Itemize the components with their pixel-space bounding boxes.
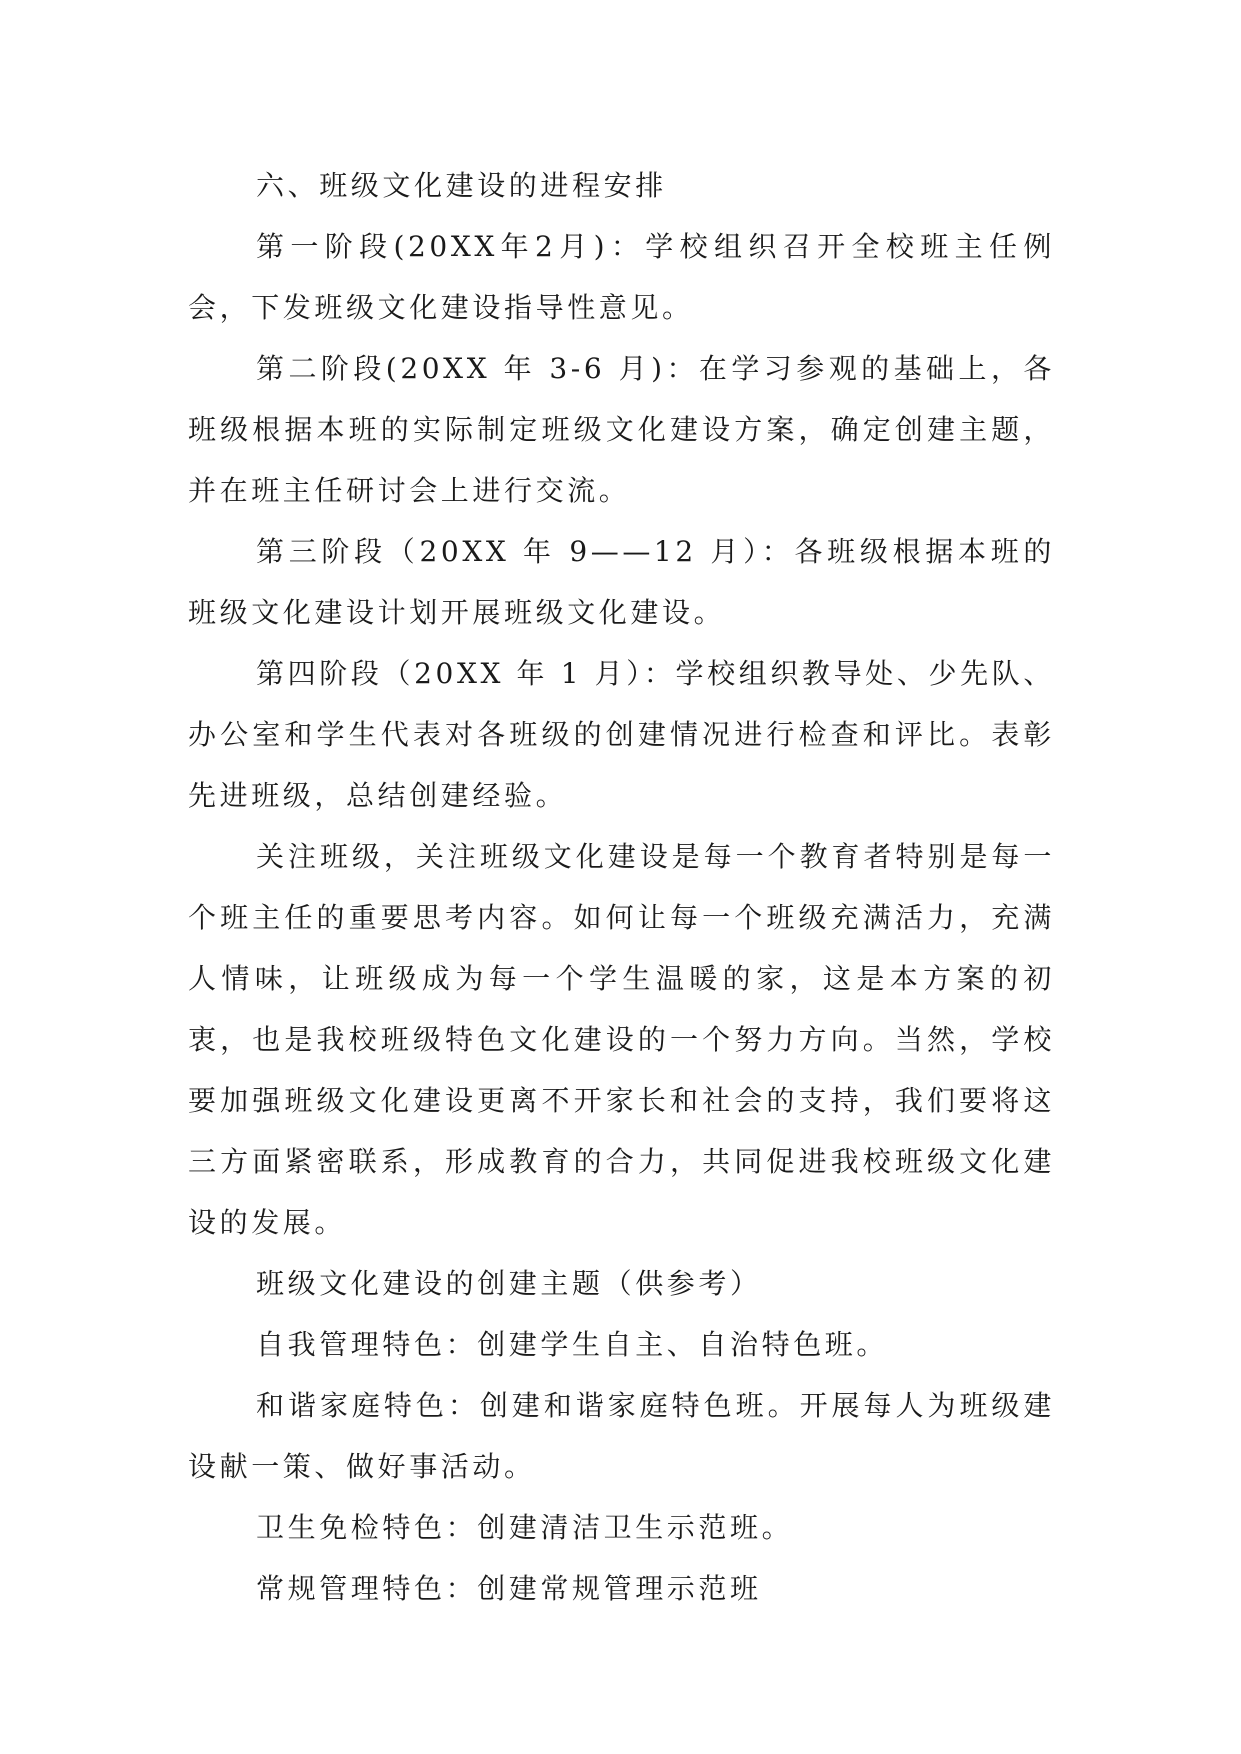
paragraph-stage-1: 第一阶段(20XX年2月)：学校组织召开全校班主任例会，下发班级文化建设指导性意见。 <box>188 230 1055 324</box>
theme-routine-management: 常规管理特色：创建常规管理示范班 <box>256 1572 762 1605</box>
theme-harmonious-family: 和谐家庭特色：创建和谐家庭特色班。开展每人为班级建设献一策、做好事活动。 <box>188 1389 1055 1483</box>
document-body <box>188 155 1055 1619</box>
paragraph-stage-4: 第四阶段（20XX 年 1 月）：学校组织教导处、少先队、办公室和学生代表对各班级的创建情况进行检查和评比。表彰先进班级，总结创建经验。 <box>188 657 1055 812</box>
theme-self-management: 自我管理特色：创建学生自主、自治特色班。 <box>256 1328 889 1361</box>
paragraph-stage-2: 第二阶段(20XX 年 3-6 月)：在学习参观的基础上，各班级根据本班的实际制定班级文化建设方案，确定创建主题，并在班主任研讨会上进行交流。 <box>188 352 1055 507</box>
paragraph-summary: 关注班级，关注班级文化建设是每一个教育者特别是每一个班主任的重要思考内容。如何让每一个班级充满活力，充满人情味，让班级成为每一个学生温暖的家，这是本方案的初衷，也是我校班级特色文化建设的一个努力方向。当然，学校要加强班级文化建设更离不开家长和社会的支持，我们要将这三方面紧密联系，形成教育的合力，共同促进我校班级文化建设的发展。 <box>188 840 1055 1239</box>
section-heading: 六、班级文化建设的进程安排 <box>256 169 667 202</box>
subheading-themes: 班级文化建设的创建主题（供参考） <box>256 1267 762 1300</box>
paragraph-stage-3: 第三阶段（20XX 年 9——12 月）：各班级根据本班的班级文化建设计划开展班级文化建设。 <box>188 535 1055 629</box>
theme-hygiene: 卫生免检特色：创建清洁卫生示范班。 <box>256 1511 794 1544</box>
